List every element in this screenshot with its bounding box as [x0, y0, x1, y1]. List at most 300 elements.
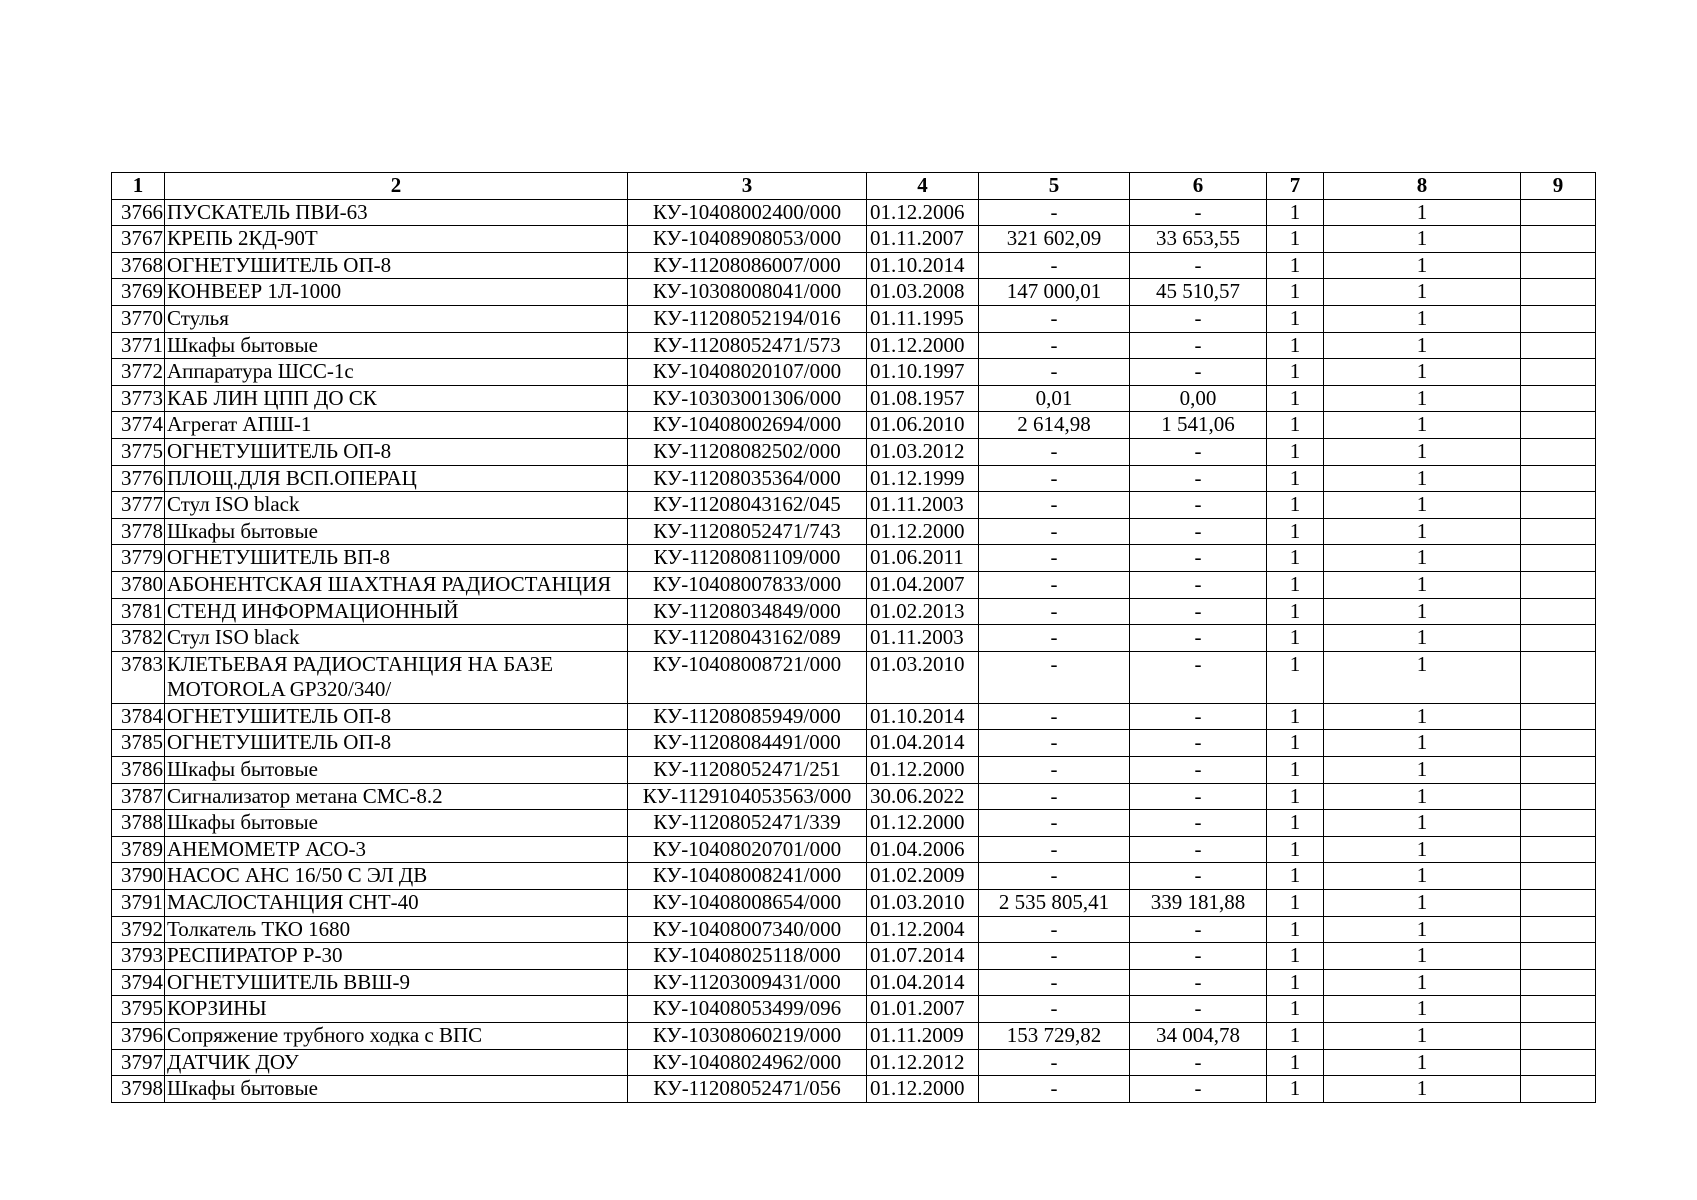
row-number: 3788 — [112, 810, 165, 837]
value-col5: 153 729,82 — [979, 1023, 1130, 1050]
value-col9 — [1521, 916, 1596, 943]
table-row — [112, 757, 1596, 784]
item-name: КАБ ЛИН ЦПП ДО СК — [165, 385, 628, 412]
inventory-code: КУ-11208052471/573 — [628, 332, 867, 359]
row-number: 3794 — [112, 969, 165, 996]
value-col7: 1 — [1267, 492, 1324, 519]
column-header-7: 7 — [1267, 173, 1324, 200]
inventory-code: КУ-11208084491/000 — [628, 730, 867, 757]
table-row — [112, 651, 1596, 703]
value-col6: - — [1130, 465, 1267, 492]
date: 01.04.2014 — [867, 969, 979, 996]
table-row — [112, 412, 1596, 439]
column-header-9: 9 — [1521, 173, 1596, 200]
value-col5: - — [979, 465, 1130, 492]
row-number: 3766 — [112, 199, 165, 226]
value-col6: - — [1130, 438, 1267, 465]
row-number: 3774 — [112, 412, 165, 439]
value-col6: - — [1130, 199, 1267, 226]
row-number: 3782 — [112, 625, 165, 652]
value-col7: 1 — [1267, 571, 1324, 598]
value-col6: - — [1130, 545, 1267, 572]
value-col7: 1 — [1267, 943, 1324, 970]
inventory-code: КУ-10408025118/000 — [628, 943, 867, 970]
inventory-code: КУ-10408020107/000 — [628, 359, 867, 386]
item-name: Толкатель ТКО 1680 — [165, 916, 628, 943]
value-col6: - — [1130, 305, 1267, 332]
item-name: ОГНЕТУШИТЕЛЬ ОП-8 — [165, 703, 628, 730]
inventory-code: КУ-11208052471/251 — [628, 757, 867, 784]
value-col7: 1 — [1267, 412, 1324, 439]
value-col9 — [1521, 492, 1596, 519]
date: 01.11.2003 — [867, 492, 979, 519]
value-col7: 1 — [1267, 836, 1324, 863]
value-col5: - — [979, 996, 1130, 1023]
value-col5: 321 602,09 — [979, 226, 1130, 253]
column-header-2: 2 — [165, 173, 628, 200]
table-row — [112, 969, 1596, 996]
item-name: АБОНЕНТСКАЯ ШАХТНАЯ РАДИОСТАНЦИЯ — [165, 571, 628, 598]
value-col5: - — [979, 863, 1130, 890]
value-col9 — [1521, 783, 1596, 810]
inventory-code: КУ-11208043162/045 — [628, 492, 867, 519]
row-number: 3798 — [112, 1076, 165, 1103]
value-col8: 1 — [1324, 492, 1521, 519]
column-header-3: 3 — [628, 173, 867, 200]
inventory-code: КУ-10408008721/000 — [628, 651, 867, 703]
date: 01.12.1999 — [867, 465, 979, 492]
value-col9 — [1521, 969, 1596, 996]
value-col9 — [1521, 863, 1596, 890]
value-col6: - — [1130, 783, 1267, 810]
value-col7: 1 — [1267, 1049, 1324, 1076]
date: 01.03.2008 — [867, 279, 979, 306]
row-number: 3790 — [112, 863, 165, 890]
inventory-code: КУ-11208043162/089 — [628, 625, 867, 652]
date: 01.03.2012 — [867, 438, 979, 465]
value-col6: - — [1130, 492, 1267, 519]
item-name: КОРЗИНЫ — [165, 996, 628, 1023]
table-row — [112, 252, 1596, 279]
column-header-6: 6 — [1130, 173, 1267, 200]
value-col7: 1 — [1267, 890, 1324, 917]
row-number: 3771 — [112, 332, 165, 359]
item-name: ПУСКАТЕЛЬ ПВИ-63 — [165, 199, 628, 226]
value-col5: - — [979, 492, 1130, 519]
item-name: НАСОС АНС 16/50 С ЭЛ ДВ — [165, 863, 628, 890]
table-row — [112, 943, 1596, 970]
inventory-code: КУ-10303001306/000 — [628, 385, 867, 412]
item-name: Стул ISO black — [165, 625, 628, 652]
date: 01.06.2011 — [867, 545, 979, 572]
value-col9 — [1521, 836, 1596, 863]
date: 01.10.2014 — [867, 252, 979, 279]
row-number: 3787 — [112, 783, 165, 810]
value-col6: 0,00 — [1130, 385, 1267, 412]
value-col5: 2 614,98 — [979, 412, 1130, 439]
value-col6: - — [1130, 1076, 1267, 1103]
value-col5: - — [979, 651, 1130, 703]
inventory-code: КУ-11208052194/016 — [628, 305, 867, 332]
value-col5: 2 535 805,41 — [979, 890, 1130, 917]
value-col5: - — [979, 703, 1130, 730]
value-col9 — [1521, 571, 1596, 598]
value-col6: - — [1130, 757, 1267, 784]
inventory-code: КУ-10408007340/000 — [628, 916, 867, 943]
value-col7: 1 — [1267, 518, 1324, 545]
item-name: Аппаратура ШСС-1с — [165, 359, 628, 386]
value-col7: 1 — [1267, 916, 1324, 943]
inventory-code: КУ-11208035364/000 — [628, 465, 867, 492]
value-col8: 1 — [1324, 810, 1521, 837]
value-col9 — [1521, 625, 1596, 652]
table-row — [112, 783, 1596, 810]
item-name: Сигнализатор метана СМС-8.2 — [165, 783, 628, 810]
table-row — [112, 438, 1596, 465]
table-row — [112, 518, 1596, 545]
value-col7: 1 — [1267, 279, 1324, 306]
item-name: ОГНЕТУШИТЕЛЬ ОП-8 — [165, 252, 628, 279]
value-col9 — [1521, 651, 1596, 703]
row-number: 3786 — [112, 757, 165, 784]
value-col8: 1 — [1324, 783, 1521, 810]
value-col8: 1 — [1324, 438, 1521, 465]
inventory-code: КУ-10408024962/000 — [628, 1049, 867, 1076]
table-row — [112, 279, 1596, 306]
value-col6: - — [1130, 863, 1267, 890]
value-col8: 1 — [1324, 332, 1521, 359]
value-col7: 1 — [1267, 730, 1324, 757]
value-col9 — [1521, 412, 1596, 439]
row-number: 3775 — [112, 438, 165, 465]
value-col6: - — [1130, 810, 1267, 837]
value-col5: - — [979, 305, 1130, 332]
value-col5: - — [979, 332, 1130, 359]
item-name: ОГНЕТУШИТЕЛЬ ОП-8 — [165, 438, 628, 465]
header-row — [112, 173, 1596, 200]
asset-table — [111, 172, 1596, 1103]
item-name: Шкафы бытовые — [165, 757, 628, 784]
table-row — [112, 1076, 1596, 1103]
value-col9 — [1521, 359, 1596, 386]
value-col7: 1 — [1267, 465, 1324, 492]
table-row — [112, 1023, 1596, 1050]
table-row — [112, 226, 1596, 253]
value-col8: 1 — [1324, 305, 1521, 332]
row-number: 3792 — [112, 916, 165, 943]
item-name: Стул ISO black — [165, 492, 628, 519]
value-col6: - — [1130, 969, 1267, 996]
value-col5: - — [979, 545, 1130, 572]
date: 01.04.2007 — [867, 571, 979, 598]
table-row — [112, 703, 1596, 730]
table-row — [112, 598, 1596, 625]
table-row — [112, 1049, 1596, 1076]
value-col8: 1 — [1324, 996, 1521, 1023]
value-col5: - — [979, 1049, 1130, 1076]
value-col7: 1 — [1267, 385, 1324, 412]
value-col9 — [1521, 1023, 1596, 1050]
value-col9 — [1521, 1076, 1596, 1103]
value-col6: - — [1130, 332, 1267, 359]
value-col5: 147 000,01 — [979, 279, 1130, 306]
row-number: 3793 — [112, 943, 165, 970]
value-col9 — [1521, 305, 1596, 332]
inventory-code: КУ-11208052471/339 — [628, 810, 867, 837]
value-col8: 1 — [1324, 730, 1521, 757]
value-col9 — [1521, 332, 1596, 359]
value-col8: 1 — [1324, 943, 1521, 970]
value-col8: 1 — [1324, 1076, 1521, 1103]
value-col9 — [1521, 199, 1596, 226]
table-row — [112, 625, 1596, 652]
inventory-code: КУ-11208052471/056 — [628, 1076, 867, 1103]
item-name: Сопряжение трубного ходка с ВПС — [165, 1023, 628, 1050]
value-col9 — [1521, 943, 1596, 970]
date: 01.04.2014 — [867, 730, 979, 757]
value-col8: 1 — [1324, 571, 1521, 598]
row-number: 3789 — [112, 836, 165, 863]
value-col6: 34 004,78 — [1130, 1023, 1267, 1050]
item-name: Стулья — [165, 305, 628, 332]
item-name: Агрегат АПШ-1 — [165, 412, 628, 439]
value-col6: 33 653,55 — [1130, 226, 1267, 253]
row-number: 3783 — [112, 651, 165, 703]
inventory-code: КУ-11208052471/743 — [628, 518, 867, 545]
item-name: ПЛОЩ.ДЛЯ ВСП.ОПЕРАЦ — [165, 465, 628, 492]
value-col6: - — [1130, 571, 1267, 598]
value-col8: 1 — [1324, 916, 1521, 943]
date: 01.12.2000 — [867, 757, 979, 784]
item-name: Шкафы бытовые — [165, 332, 628, 359]
value-col9 — [1521, 465, 1596, 492]
value-col6: 45 510,57 — [1130, 279, 1267, 306]
date: 01.12.2000 — [867, 810, 979, 837]
value-col6: 339 181,88 — [1130, 890, 1267, 917]
row-number: 3773 — [112, 385, 165, 412]
value-col7: 1 — [1267, 305, 1324, 332]
date: 01.12.2004 — [867, 916, 979, 943]
date: 01.07.2014 — [867, 943, 979, 970]
value-col8: 1 — [1324, 863, 1521, 890]
value-col6: - — [1130, 836, 1267, 863]
value-col8: 1 — [1324, 545, 1521, 572]
table-row — [112, 863, 1596, 890]
table-row — [112, 545, 1596, 572]
value-col7: 1 — [1267, 438, 1324, 465]
value-col5: - — [979, 783, 1130, 810]
value-col5: - — [979, 625, 1130, 652]
item-name: КЛЕТЬЕВАЯ РАДИОСТАНЦИЯ НА БАЗЕ MOTOROLA GP320/340/ — [165, 651, 628, 703]
row-number: 3785 — [112, 730, 165, 757]
value-col5: - — [979, 943, 1130, 970]
date: 01.12.2006 — [867, 199, 979, 226]
date: 01.02.2009 — [867, 863, 979, 890]
table-row — [112, 199, 1596, 226]
value-col8: 1 — [1324, 836, 1521, 863]
item-name: Шкафы бытовые — [165, 810, 628, 837]
row-number: 3776 — [112, 465, 165, 492]
value-col5: - — [979, 757, 1130, 784]
inventory-code: КУ-10308008041/000 — [628, 279, 867, 306]
value-col9 — [1521, 252, 1596, 279]
column-header-5: 5 — [979, 173, 1130, 200]
table-row — [112, 571, 1596, 598]
item-name: КРЕПЬ 2КД-90Т — [165, 226, 628, 253]
value-col8: 1 — [1324, 651, 1521, 703]
value-col9 — [1521, 438, 1596, 465]
inventory-code: КУ-10308060219/000 — [628, 1023, 867, 1050]
date: 01.10.1997 — [867, 359, 979, 386]
date: 01.06.2010 — [867, 412, 979, 439]
table-row — [112, 492, 1596, 519]
value-col8: 1 — [1324, 226, 1521, 253]
value-col6: - — [1130, 252, 1267, 279]
item-name: РЕСПИРАТОР Р-30 — [165, 943, 628, 970]
value-col6: - — [1130, 1049, 1267, 1076]
value-col5: - — [979, 836, 1130, 863]
row-number: 3780 — [112, 571, 165, 598]
row-number: 3781 — [112, 598, 165, 625]
value-col9 — [1521, 890, 1596, 917]
value-col8: 1 — [1324, 1049, 1521, 1076]
inventory-code: КУ-10408008654/000 — [628, 890, 867, 917]
value-col7: 1 — [1267, 199, 1324, 226]
value-col6: - — [1130, 703, 1267, 730]
inventory-code: КУ-11208034849/000 — [628, 598, 867, 625]
value-col9 — [1521, 279, 1596, 306]
value-col6: 1 541,06 — [1130, 412, 1267, 439]
item-name: Шкафы бытовые — [165, 518, 628, 545]
value-col7: 1 — [1267, 332, 1324, 359]
inventory-code: КУ-10408002400/000 — [628, 199, 867, 226]
value-col7: 1 — [1267, 969, 1324, 996]
value-col8: 1 — [1324, 279, 1521, 306]
row-number: 3770 — [112, 305, 165, 332]
value-col8: 1 — [1324, 969, 1521, 996]
table-row — [112, 359, 1596, 386]
value-col8: 1 — [1324, 199, 1521, 226]
value-col9 — [1521, 598, 1596, 625]
value-col5: - — [979, 969, 1130, 996]
inventory-code: КУ-11203009431/000 — [628, 969, 867, 996]
value-col9 — [1521, 385, 1596, 412]
value-col9 — [1521, 703, 1596, 730]
row-number: 3778 — [112, 518, 165, 545]
table-row — [112, 465, 1596, 492]
table-row — [112, 305, 1596, 332]
value-col7: 1 — [1267, 996, 1324, 1023]
value-col8: 1 — [1324, 359, 1521, 386]
value-col5: - — [979, 571, 1130, 598]
date: 01.03.2010 — [867, 890, 979, 917]
row-number: 3797 — [112, 1049, 165, 1076]
value-col8: 1 — [1324, 385, 1521, 412]
item-name: ДАТЧИК ДОУ — [165, 1049, 628, 1076]
value-col9 — [1521, 757, 1596, 784]
value-col8: 1 — [1324, 890, 1521, 917]
row-number: 3796 — [112, 1023, 165, 1050]
value-col5: 0,01 — [979, 385, 1130, 412]
table-row — [112, 836, 1596, 863]
column-header-8: 8 — [1324, 173, 1521, 200]
value-col5: - — [979, 518, 1130, 545]
value-col7: 1 — [1267, 545, 1324, 572]
value-col6: - — [1130, 359, 1267, 386]
row-number: 3784 — [112, 703, 165, 730]
value-col7: 1 — [1267, 783, 1324, 810]
row-number: 3769 — [112, 279, 165, 306]
column-header-1: 1 — [112, 173, 165, 200]
date: 01.11.2009 — [867, 1023, 979, 1050]
value-col5: - — [979, 916, 1130, 943]
value-col7: 1 — [1267, 703, 1324, 730]
value-col6: - — [1130, 996, 1267, 1023]
value-col9 — [1521, 226, 1596, 253]
date: 01.04.2006 — [867, 836, 979, 863]
item-name: КОНВЕЕР 1Л-1000 — [165, 279, 628, 306]
item-name: СТЕНД ИНФОРМАЦИОННЫЙ — [165, 598, 628, 625]
row-number: 3772 — [112, 359, 165, 386]
inventory-code: КУ-11208085949/000 — [628, 703, 867, 730]
value-col9 — [1521, 996, 1596, 1023]
value-col8: 1 — [1324, 703, 1521, 730]
value-col5: - — [979, 359, 1130, 386]
value-col6: - — [1130, 730, 1267, 757]
date: 01.03.2010 — [867, 651, 979, 703]
date: 01.12.2000 — [867, 518, 979, 545]
table-row — [112, 385, 1596, 412]
value-col7: 1 — [1267, 1023, 1324, 1050]
date: 01.01.2007 — [867, 996, 979, 1023]
inventory-code: КУ-10408002694/000 — [628, 412, 867, 439]
value-col8: 1 — [1324, 252, 1521, 279]
table-body — [112, 199, 1596, 1102]
value-col9 — [1521, 730, 1596, 757]
table-row — [112, 890, 1596, 917]
value-col5: - — [979, 199, 1130, 226]
inventory-code: КУ-11208081109/000 — [628, 545, 867, 572]
value-col6: - — [1130, 943, 1267, 970]
value-col9 — [1521, 1049, 1596, 1076]
date: 01.11.1995 — [867, 305, 979, 332]
value-col8: 1 — [1324, 412, 1521, 439]
value-col8: 1 — [1324, 1023, 1521, 1050]
date: 01.08.1957 — [867, 385, 979, 412]
inventory-code: КУ-10408053499/096 — [628, 996, 867, 1023]
value-col8: 1 — [1324, 518, 1521, 545]
table-row — [112, 810, 1596, 837]
column-header-4: 4 — [867, 173, 979, 200]
date: 30.06.2022 — [867, 783, 979, 810]
value-col7: 1 — [1267, 625, 1324, 652]
item-name: ОГНЕТУШИТЕЛЬ ОП-8 — [165, 730, 628, 757]
date: 01.02.2013 — [867, 598, 979, 625]
value-col5: - — [979, 438, 1130, 465]
value-col9 — [1521, 518, 1596, 545]
row-number: 3779 — [112, 545, 165, 572]
value-col5: - — [979, 810, 1130, 837]
value-col7: 1 — [1267, 598, 1324, 625]
value-col5: - — [979, 252, 1130, 279]
value-col6: - — [1130, 598, 1267, 625]
inventory-code: КУ-1129104053563/000 — [628, 783, 867, 810]
row-number: 3768 — [112, 252, 165, 279]
value-col5: - — [979, 598, 1130, 625]
date: 01.11.2007 — [867, 226, 979, 253]
value-col7: 1 — [1267, 359, 1324, 386]
value-col9 — [1521, 545, 1596, 572]
